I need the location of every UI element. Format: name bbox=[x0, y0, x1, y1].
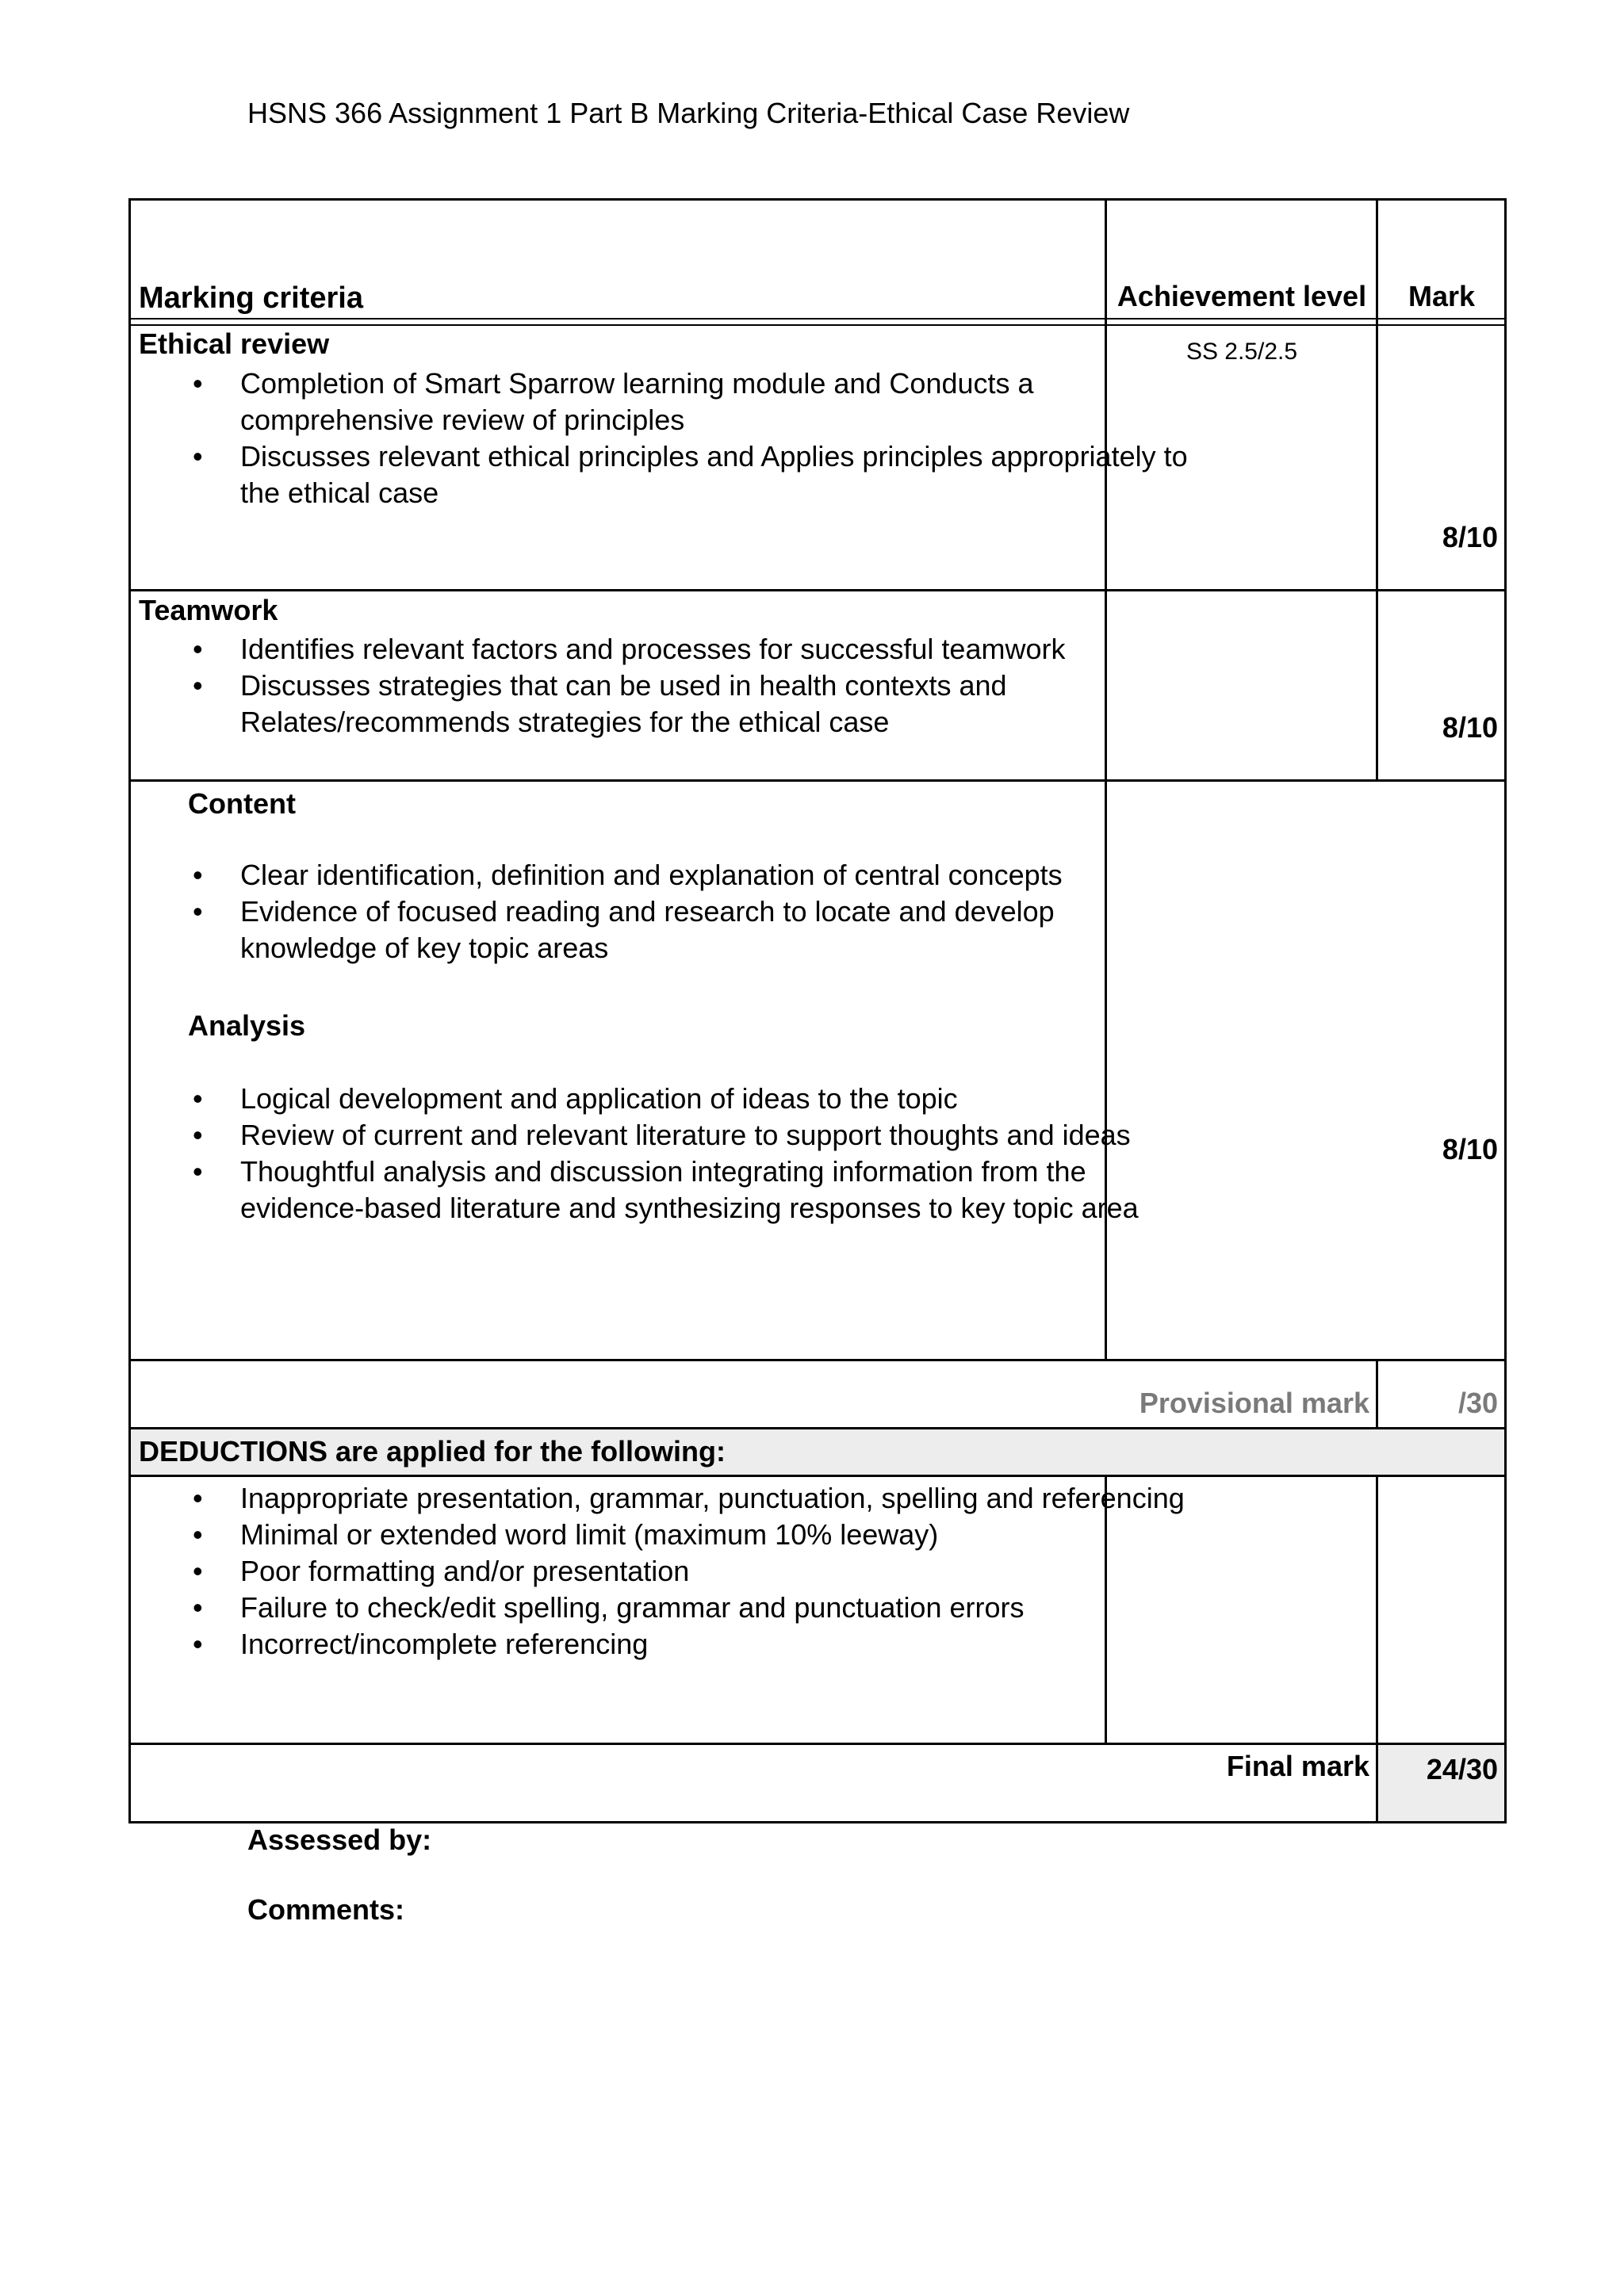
section-heading-ethical-review: Ethical review bbox=[139, 327, 330, 360]
header-achievement-level: Achievement level bbox=[1116, 280, 1367, 312]
header-marking-criteria: Marking criteria bbox=[139, 281, 363, 315]
col-divider-deductions-2 bbox=[1376, 1477, 1378, 1745]
col-divider-provisional bbox=[1376, 1361, 1378, 1429]
header-mark: Mark bbox=[1408, 280, 1476, 312]
assessed-by-label: Assessed by: bbox=[247, 1823, 432, 1856]
marking-criteria-table bbox=[128, 198, 1507, 1823]
header-rule-1 bbox=[131, 318, 1504, 320]
ethical-review-bullets bbox=[131, 365, 1192, 511]
section-subheading-analysis: Analysis bbox=[188, 1009, 306, 1042]
provisional-mark-value: /30 bbox=[1457, 1387, 1498, 1419]
list-item: • Incorrect/incomplete referencing bbox=[193, 1628, 649, 1660]
list-item: • Poor formatting and/or presentation bbox=[193, 1555, 690, 1587]
teamwork-bullets bbox=[131, 631, 1192, 740]
col-divider-final bbox=[1376, 1745, 1378, 1821]
list-item: • Evidence of focused reading and research to locate and develop knowledge of key topic areas bbox=[193, 895, 1055, 964]
teamwork-mark: 8/10 bbox=[1442, 711, 1498, 744]
deductions-bullets bbox=[131, 1480, 1192, 1663]
list-item: • Clear identification, definition and explanation of central concepts bbox=[193, 859, 1063, 891]
list-item: • Minimal or extended word limit (maximum 10% leeway) bbox=[193, 1518, 939, 1551]
row-rule-6 bbox=[131, 1743, 1504, 1745]
list-item: • Thoughtful analysis and discussion integrating information from the evidence-based literature and synthesizing responses to key topic area bbox=[193, 1155, 1139, 1224]
list-item: • Logical development and application of ideas to the topic bbox=[193, 1082, 958, 1115]
list-item: • Completion of Smart Sparrow learning module and Conducts a comprehensive review of principles bbox=[193, 367, 1034, 436]
final-mark-value: 24/30 bbox=[1426, 1753, 1498, 1785]
list-item: • Failure to check/edit spelling, grammar and punctuation errors bbox=[193, 1591, 1025, 1624]
header-rule-2 bbox=[131, 324, 1504, 326]
row-rule-3 bbox=[131, 1359, 1504, 1361]
analysis-bullets bbox=[131, 1081, 1192, 1226]
col-divider-2 bbox=[1376, 201, 1378, 782]
content-bullets bbox=[131, 857, 1192, 966]
provisional-mark-label: Provisional mark bbox=[1139, 1387, 1369, 1419]
row-rule-5 bbox=[131, 1475, 1504, 1477]
row-rule-2 bbox=[131, 779, 1504, 782]
section-heading-teamwork: Teamwork bbox=[139, 594, 278, 626]
ethical-review-mark: 8/10 bbox=[1442, 521, 1498, 553]
list-item: • Identifies relevant factors and processes for successful teamwork bbox=[193, 633, 1066, 665]
comments-label: Comments: bbox=[247, 1893, 405, 1926]
list-item: • Discusses relevant ethical principles and Applies principles appropriately to the ethical case bbox=[193, 440, 1188, 509]
final-mark-label: Final mark bbox=[1226, 1750, 1369, 1782]
section-heading-content: Content bbox=[188, 787, 296, 820]
list-item: • Review of current and relevant literature to support thoughts and ideas bbox=[193, 1119, 1131, 1151]
content-analysis-mark: 8/10 bbox=[1442, 1133, 1498, 1165]
list-item: • Discusses strategies that can be used in health contexts and Relates/recommends strategies for the ethical case bbox=[193, 669, 1007, 738]
row-rule-1 bbox=[131, 589, 1504, 591]
deductions-heading: DEDUCTIONS are applied for the following: bbox=[139, 1435, 726, 1468]
document-title: HSNS 366 Assignment 1 Part B Marking Criteria-Ethical Case Review bbox=[247, 97, 1130, 129]
list-item: • Inappropriate presentation, grammar, punctuation, spelling and referencing bbox=[193, 1482, 1185, 1514]
row-rule-4 bbox=[131, 1427, 1504, 1429]
ethical-review-achievement: SS 2.5/2.5 bbox=[1185, 339, 1298, 365]
